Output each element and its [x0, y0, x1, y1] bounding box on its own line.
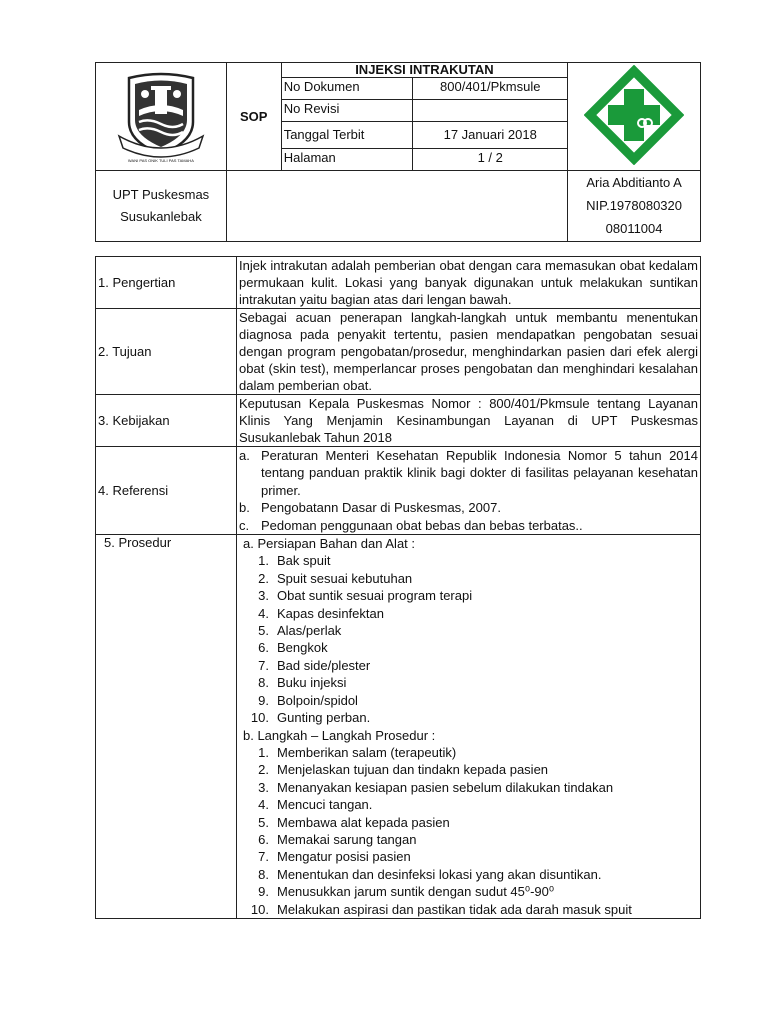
- prosedur-step: [243, 779, 698, 796]
- step-number: 6.: [258, 831, 269, 847]
- step-number: 7.: [258, 657, 269, 673]
- prosedur-step: [243, 587, 698, 604]
- unit-name-line1: UPT Puskesmas: [112, 187, 210, 202]
- step-text: Spuit sesuai kebutuhan: [277, 570, 413, 586]
- section-text-kebijakan: Keputusan Kepala Puskesmas Nomor : 800/401/Pkmsule tentang Layanan Klinis Yang Menjamin Kesinambungan Layanan di UPT Puskesmas Susukanlebak Tahun 2018: [237, 395, 701, 447]
- section-label-tujuan: 2. Tujuan: [96, 309, 237, 395]
- step-number: 7.: [258, 849, 269, 865]
- step-number: 3.: [258, 779, 269, 795]
- step-text: Bak spuit: [277, 553, 331, 569]
- step-text: Menusukkan jarum suntik dengan sudut 45⁰-90⁰: [277, 884, 555, 900]
- step-number: 10.: [250, 710, 269, 726]
- doc-number-label: No Dokumen: [281, 78, 413, 100]
- prosedur-a-list: [243, 552, 698, 726]
- step-text: Gunting perban.: [277, 710, 371, 726]
- prosedur-b-list: [243, 744, 698, 918]
- unit-name-line2: Susukanlebak: [120, 209, 202, 224]
- sop-header-table: [95, 62, 701, 242]
- step-text: Mencuci tangan.: [277, 797, 373, 813]
- step-number: 2.: [258, 762, 269, 778]
- prosedur-step: [243, 692, 698, 709]
- referensi-mark: c.: [239, 517, 250, 533]
- prosedur-step: [243, 639, 698, 656]
- referensi-item: [239, 447, 698, 499]
- issue-date-value: 17 Januari 2018: [413, 122, 568, 149]
- step-text: Obat suntik sesuai program terapi: [277, 588, 473, 604]
- step-number: 3.: [258, 588, 269, 604]
- signer-nip-line1: NIP.1978080320: [586, 198, 683, 213]
- step-text: Alas/perlak: [277, 623, 342, 639]
- prosedur-step: [243, 570, 698, 587]
- prosedur-step: [243, 831, 698, 848]
- step-text: Bad side/plester: [277, 657, 371, 673]
- step-number: 5.: [258, 814, 269, 830]
- prosedur-step: [243, 605, 698, 622]
- referensi-mark: b.: [239, 500, 250, 516]
- step-text: Menjelaskan tujuan dan tindakn kepada pasien: [277, 762, 549, 778]
- step-number: 10.: [250, 901, 269, 917]
- step-number: 2.: [258, 570, 269, 586]
- regency-emblem-cell: [96, 63, 227, 171]
- sop-body-table: [95, 256, 701, 919]
- row-kebijakan: [96, 395, 701, 447]
- prosedur-step: [243, 674, 698, 691]
- prosedur-step: [243, 552, 698, 569]
- row-tujuan: [96, 309, 701, 395]
- step-text: Buku injeksi: [277, 675, 347, 691]
- referensi-text: Pedoman penggunaan obat bebas dan bebas terbatas..: [261, 517, 583, 533]
- step-text: Kapas desinfektan: [277, 605, 384, 621]
- prosedur-step: [243, 901, 698, 918]
- unit-name-cell: [96, 171, 227, 242]
- prosedur-step: [243, 796, 698, 813]
- regency-emblem-icon: [115, 70, 207, 158]
- step-number: 1.: [258, 744, 269, 760]
- step-number: 1.: [258, 553, 269, 569]
- document-title: INJEKSI INTRAKUTAN: [281, 63, 567, 78]
- sop-label: SOP: [226, 63, 281, 171]
- section-text-pengertian: Injek intrakutan adalah pemberian obat dengan cara memasukan obat kedalam permukaan kulit. Lokasi yang banyak digunakan untuk melakukan suntikan intrakutan yaitu bagian atas dari lengan bawah.: [237, 257, 701, 309]
- section-label-referensi: 4. Referensi: [96, 447, 237, 535]
- prosedur-a-title: a. Persiapan Bahan dan Alat :: [243, 536, 416, 552]
- revision-value: [413, 100, 568, 122]
- referensi-text: Pengobatann Dasar di Puskesmas, 2007.: [261, 500, 501, 516]
- referensi-list: [237, 447, 701, 535]
- prosedur-step: [243, 866, 698, 883]
- step-number: 6.: [258, 640, 269, 656]
- step-number: 4.: [258, 605, 269, 621]
- referensi-text: Peraturan Menteri Kesehatan Republik Indonesia Nomor 5 tahun 2014 tentang panduan praktik klinik bagi dokter di fasilitas pelayanan kesehatan primer.: [261, 448, 698, 498]
- page-value: 1 / 2: [413, 149, 568, 171]
- emblem-motto: WANI PAS ONIK TULI PAS TAMAHA: [127, 158, 194, 163]
- referensi-item: [239, 517, 698, 534]
- referensi-item: [239, 499, 698, 516]
- signer-cell: [568, 171, 701, 242]
- step-text: Membawa alat kepada pasien: [277, 814, 450, 830]
- section-label-pengertian: 1. Pengertian: [96, 257, 237, 309]
- issue-date-label: Tanggal Terbit: [281, 122, 413, 149]
- referensi-mark: a.: [239, 448, 250, 463]
- step-text: Memberikan salam (terapeutik): [277, 744, 457, 760]
- signer-name: Aria Abditianto A: [586, 175, 682, 190]
- step-text: Melakukan aspirasi dan pastikan tidak ada darah masuk spuit: [277, 901, 632, 917]
- row-pengertian: [96, 257, 701, 309]
- prosedur-b-title: b. Langkah – Langkah Prosedur :: [243, 727, 436, 743]
- step-text: Menanyakan kesiapan pasien sebelum dilakukan tindakan: [277, 779, 614, 795]
- row-prosedur: [96, 535, 701, 919]
- step-number: 5.: [258, 623, 269, 639]
- prosedur-step: [243, 883, 698, 900]
- step-text: Mengatur posisi pasien: [277, 849, 411, 865]
- section-label-prosedur: 5. Prosedur: [96, 535, 237, 919]
- empty-header-cell: [226, 171, 567, 242]
- step-text: Memakai sarung tangan: [277, 831, 417, 847]
- prosedur-step: [243, 744, 698, 761]
- page-label: Halaman: [281, 149, 413, 171]
- section-text-tujuan: Sebagai acuan penerapan langkah-langkah untuk membantu menentukan diagnosa pada penyakit tertentu, pasien mendapatkan pengobatan sesuai dengan program pengobatan/prosedur, menghindarkan pasien dari efek alergi obat (skin test), memperlancar proses pengobatan dan menghindari kesalahan dalam pemberian obat.: [237, 309, 701, 395]
- puskesmas-logo-cell: [568, 63, 701, 171]
- revision-label: No Revisi: [281, 100, 413, 122]
- step-number: 9.: [258, 884, 269, 900]
- step-number: 8.: [258, 866, 269, 882]
- prosedur-step: [243, 848, 698, 865]
- prosedur-content: [237, 535, 701, 919]
- prosedur-step: [243, 761, 698, 778]
- step-text: Bengkok: [277, 640, 328, 656]
- step-text: Menentukan dan desinfeksi lokasi yang akan disuntikan.: [277, 866, 602, 882]
- step-number: 4.: [258, 797, 269, 813]
- step-number: 8.: [258, 675, 269, 691]
- step-text: Bolpoin/spidol: [277, 692, 358, 708]
- prosedur-step: [243, 622, 698, 639]
- doc-number-value: 800/401/Pkmsule: [413, 78, 568, 100]
- puskesmas-logo-icon: [584, 65, 684, 165]
- prosedur-step: [243, 709, 698, 726]
- signer-nip-line2: 08011004: [605, 221, 663, 236]
- prosedur-step: [243, 814, 698, 831]
- section-label-kebijakan: 3. Kebijakan: [96, 395, 237, 447]
- row-referensi: [96, 447, 701, 535]
- step-number: 9.: [258, 692, 269, 708]
- prosedur-step: [243, 657, 698, 674]
